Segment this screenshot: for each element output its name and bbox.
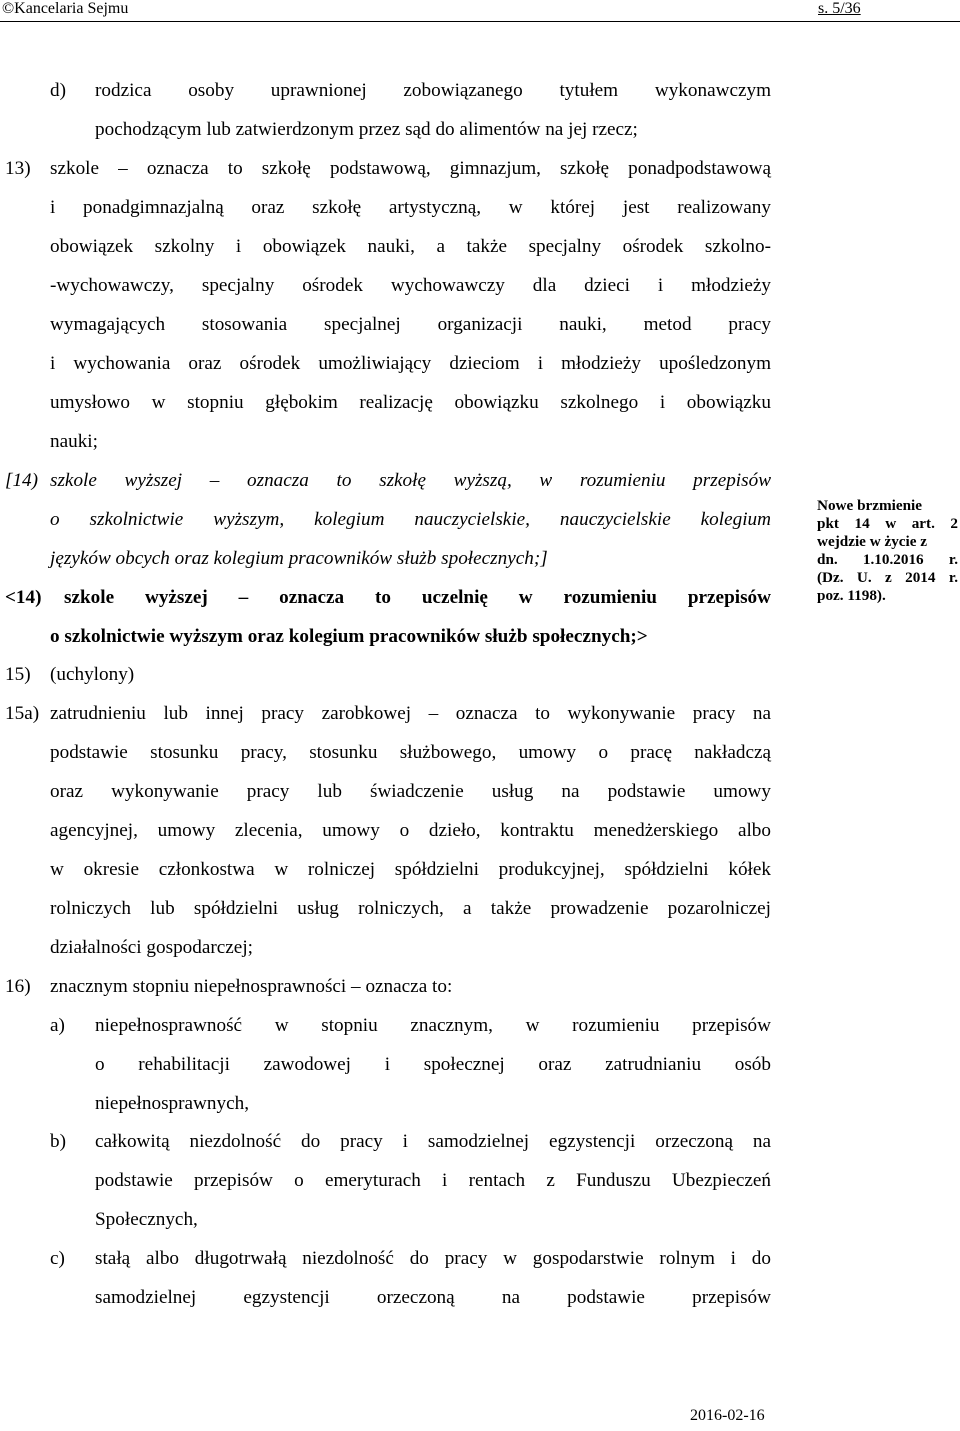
- item-b-line: podstawie przepisów o emeryturach i rentach z Funduszu Ubezpieczeń: [95, 1170, 771, 1191]
- item-14-old-line: języków obcych oraz kolegium pracowników służb społecznych;]: [50, 548, 548, 569]
- item-13-line: wymagających stosowania specjalnej organizacji nauki, metod pracy: [50, 314, 771, 335]
- item-a-line: niepełnosprawnych,: [95, 1093, 249, 1114]
- item-c-line: stałą albo długotrwałą niezdolność do pracy w gospodarstwie rolnym i do: [95, 1248, 771, 1269]
- margin-note: [817, 497, 958, 605]
- item-label-14-old: [14): [5, 470, 39, 491]
- item-a-line: o rehabilitacji zawodowej i społecznej oraz zatrudnianiu osób: [95, 1054, 771, 1075]
- item-15a-line: w okresie członkostwa w rolniczej spółdzielni produkcyjnej, spółdzielni kółek: [50, 859, 771, 880]
- item-label-16: 16): [5, 976, 31, 997]
- item-label-a: a): [50, 1015, 65, 1036]
- item-d-line: pochodzącym lub zatwierdzonym przez sąd do alimentów na jej rzecz;: [95, 119, 638, 140]
- page-number: s. 5/36: [818, 0, 861, 17]
- margin-note-line: dn. 1.10.2016 r.: [817, 551, 958, 568]
- item-c-line: samodzielnej egzystencji orzeczoną na podstawie przepisów: [95, 1287, 771, 1308]
- item-13-line: obowiązek szkolny i obowiązek nauki, a także specjalny ośrodek szkolno-: [50, 236, 771, 257]
- item-label-13: 13): [5, 158, 31, 179]
- margin-note-line: Nowe brzmienie: [817, 497, 923, 514]
- item-14-new-line: o szkolnictwie wyższym oraz kolegium pracowników służb społecznych;>: [50, 626, 648, 647]
- item-13-line: i wychowania oraz ośrodek umożliwiający dzieciom i młodzieży upośledzonym: [50, 353, 771, 374]
- item-label-15a: 15a): [5, 703, 40, 724]
- item-label-c: c): [50, 1248, 65, 1269]
- item-label-14-new: <14): [5, 587, 42, 608]
- margin-note-line: pkt 14 w art. 2: [817, 515, 958, 532]
- item-15a-line: podstawie stosunku pracy, stosunku służbowego, umowy o pracę nakładczą: [50, 742, 771, 763]
- item-14-old-line: szkole wyższej – oznacza to szkołę wyższą, w rozumieniu przepisów: [50, 470, 771, 491]
- item-13-line: nauki;: [50, 431, 98, 452]
- item-13-line: umysłowo w stopniu głębokim realizację obowiązku szkolnego i obowiązku: [50, 392, 771, 413]
- item-15a-line: oraz wykonywanie pracy lub świadczenie usług na podstawie umowy: [50, 781, 771, 802]
- margin-note-line: poz. 1198).: [817, 587, 886, 604]
- item-b-line: całkowitą niezdolność do pracy i samodzielnej egzystencji orzeczoną na: [95, 1131, 771, 1152]
- item-16-line: znacznym stopniu niepełnosprawności – oznacza to:: [50, 976, 453, 997]
- item-13-line: szkole – oznacza to szkołę podstawową, gimnazjum, szkołę ponadpodstawową: [50, 158, 771, 179]
- item-a-line: niepełnosprawność w stopniu znacznym, w rozumieniu przepisów: [95, 1015, 771, 1036]
- item-d-line: rodzica osoby uprawnionej zobowiązanego tytułem wykonawczym: [95, 80, 771, 101]
- item-15a-line: działalności gospodarczej;: [50, 937, 253, 958]
- margin-note-line: wejdzie w życie z: [817, 533, 928, 550]
- item-label-b: b): [50, 1131, 66, 1152]
- item-14-old-line: o szkolnictwie wyższym, kolegium nauczycielskie, nauczycielskie kolegium: [50, 509, 771, 530]
- item-label-15: 15): [5, 664, 31, 685]
- footer-date: 2016-02-16: [690, 1407, 765, 1424]
- item-13-line: i ponadgimnazjalną oraz szkołę artystyczną, w której jest realizowany: [50, 197, 771, 218]
- margin-note-line: (Dz. U. z 2014 r.: [817, 569, 958, 586]
- item-label-d: d): [50, 80, 66, 101]
- item-15-line: (uchylony): [50, 664, 135, 685]
- item-b-line: Społecznych,: [95, 1209, 198, 1230]
- header-rule: [0, 21, 960, 22]
- item-15a-line: agencyjnej, umowy zlecenia, umowy o dzieło, kontraktu menedżerskiego albo: [50, 820, 771, 841]
- copyright-notice: ©Kancelaria Sejmu: [2, 0, 129, 17]
- item-15a-line: zatrudnieniu lub innej pracy zarobkowej – oznacza to wykonywanie pracy na: [50, 703, 771, 724]
- item-13-line: -wychowawczy, specjalny ośrodek wychowawczy dla dzieci i młodzieży: [50, 275, 771, 296]
- item-14-new-line: szkole wyższej – oznacza to uczelnię w rozumieniu przepisów: [64, 587, 771, 608]
- item-15a-line: rolniczych lub spółdzielni usług rolniczych, a także prowadzenie pozarolniczej: [50, 898, 771, 919]
